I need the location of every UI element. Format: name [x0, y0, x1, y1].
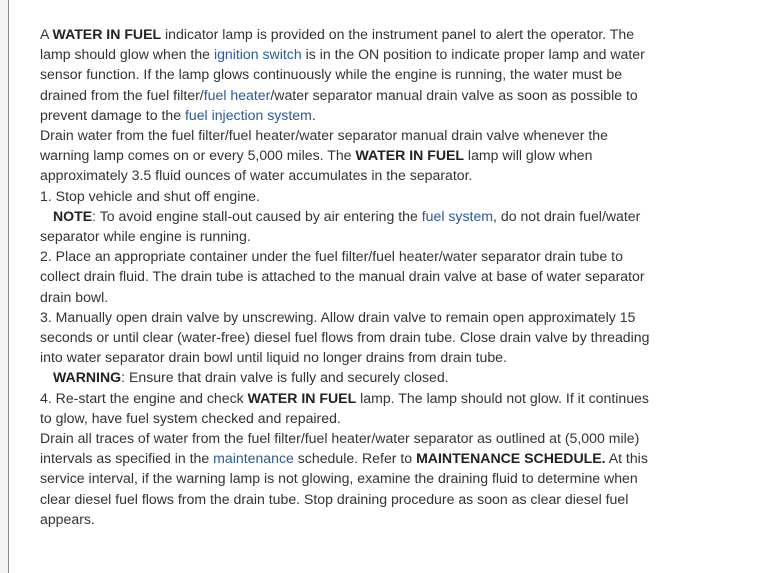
text-line: into water separator drain bowl until liquid no longer drains from drain tube.: [40, 349, 507, 366]
text-line: collect drain fluid. The drain tube is attached to the manual drain valve at base of water separator: [40, 268, 645, 285]
text: warning lamp comes on or every 5,000 miles. The: [40, 147, 356, 164]
bold-term: WATER IN FUEL: [247, 389, 357, 406]
text-line: approximately 3.5 fluid ounces of water accumulates in the separator.: [40, 167, 473, 184]
step-2: 2. Place an appropriate container under the fuel filter/fuel heater/water separator drain tube to: [40, 248, 623, 265]
warning-label: WARNING: [53, 369, 122, 386]
text: .: [311, 106, 316, 123]
text: At this: [605, 450, 648, 467]
text: is in the ON position to indicate proper lamp and water: [301, 46, 645, 63]
text-line: [40, 24, 680, 44]
text-line: Drain all traces of water from the fuel filter/fuel heater/water separator as outlined at (5,000 mile): [40, 430, 640, 447]
text-line: [40, 145, 680, 165]
text: lamp will glow when: [464, 147, 593, 164]
bold-term: MAINTENANCE SCHEDULE.: [416, 450, 606, 467]
article-body: [40, 24, 680, 529]
link-fuel-injection-system[interactable]: fuel injection system: [184, 106, 312, 123]
text: 4. Re-start the engine and check: [40, 389, 248, 406]
text: schedule. Refer to: [293, 450, 417, 467]
link-maintenance[interactable]: maintenance: [213, 450, 294, 467]
warning-line: [40, 367, 680, 387]
text-line: Drain water from the fuel filter/fuel heater/water separator manual drain valve whenever the: [40, 127, 608, 144]
text-line: clear diesel fuel flows from the drain tube. Stop draining procedure as soon as clear diesel fuel: [40, 490, 629, 507]
text-line: appears.: [40, 510, 95, 527]
text: intervals as specified in the: [40, 450, 214, 467]
text-line: service interval, if the warning lamp is not glowing, examine the draining fluid to determine when: [40, 470, 638, 487]
left-border: [0, 0, 9, 573]
bold-term: WATER IN FUEL: [355, 147, 465, 164]
link-fuel-heater[interactable]: fuel heater: [203, 86, 271, 103]
text-line: [40, 85, 680, 105]
text-line: separator while engine is running.: [40, 228, 251, 245]
text: lamp should glow when the: [40, 46, 214, 63]
link-fuel-system[interactable]: fuel system: [421, 207, 494, 224]
note-label: NOTE: [53, 207, 93, 224]
text: : Ensure that drain valve is fully and securely closed.: [121, 369, 449, 386]
text: : To avoid engine stall-out caused by air entering the: [92, 207, 422, 224]
bold-term: WATER IN FUEL: [52, 26, 162, 42]
text-line: [40, 44, 680, 64]
step-3: 3. Manually open drain valve by unscrewing. Allow drain valve to remain open approximately 15: [40, 308, 636, 325]
text-line: [40, 105, 680, 125]
text: /water separator manual drain valve as soon as possible to: [270, 86, 638, 103]
step-4: [40, 388, 680, 408]
text-line: sensor function. If the lamp glows continuously while the engine is running, the water must be: [40, 66, 623, 83]
link-ignition-switch[interactable]: ignition switch: [213, 46, 302, 63]
text: prevent damage to the: [40, 106, 185, 123]
note-line: [40, 206, 680, 226]
text-line: to glow, have fuel system checked and repaired.: [40, 409, 341, 426]
text: lamp. The lamp should not glow. If it continues: [356, 389, 649, 406]
text: indicator lamp is provided on the instrument panel to alert the operator. The: [161, 26, 635, 42]
text-line: seconds or until clear (water-free) diesel fuel flows from drain tube. Close drain valve by threading: [40, 329, 650, 346]
text: drained from the fuel filter/: [40, 86, 204, 103]
text-line: drain bowl.: [40, 288, 109, 305]
text: , do not drain fuel/water: [493, 207, 641, 224]
step-1: 1. Stop vehicle and shut off engine.: [40, 187, 260, 204]
text-line: [40, 448, 680, 468]
text: A: [40, 26, 53, 42]
